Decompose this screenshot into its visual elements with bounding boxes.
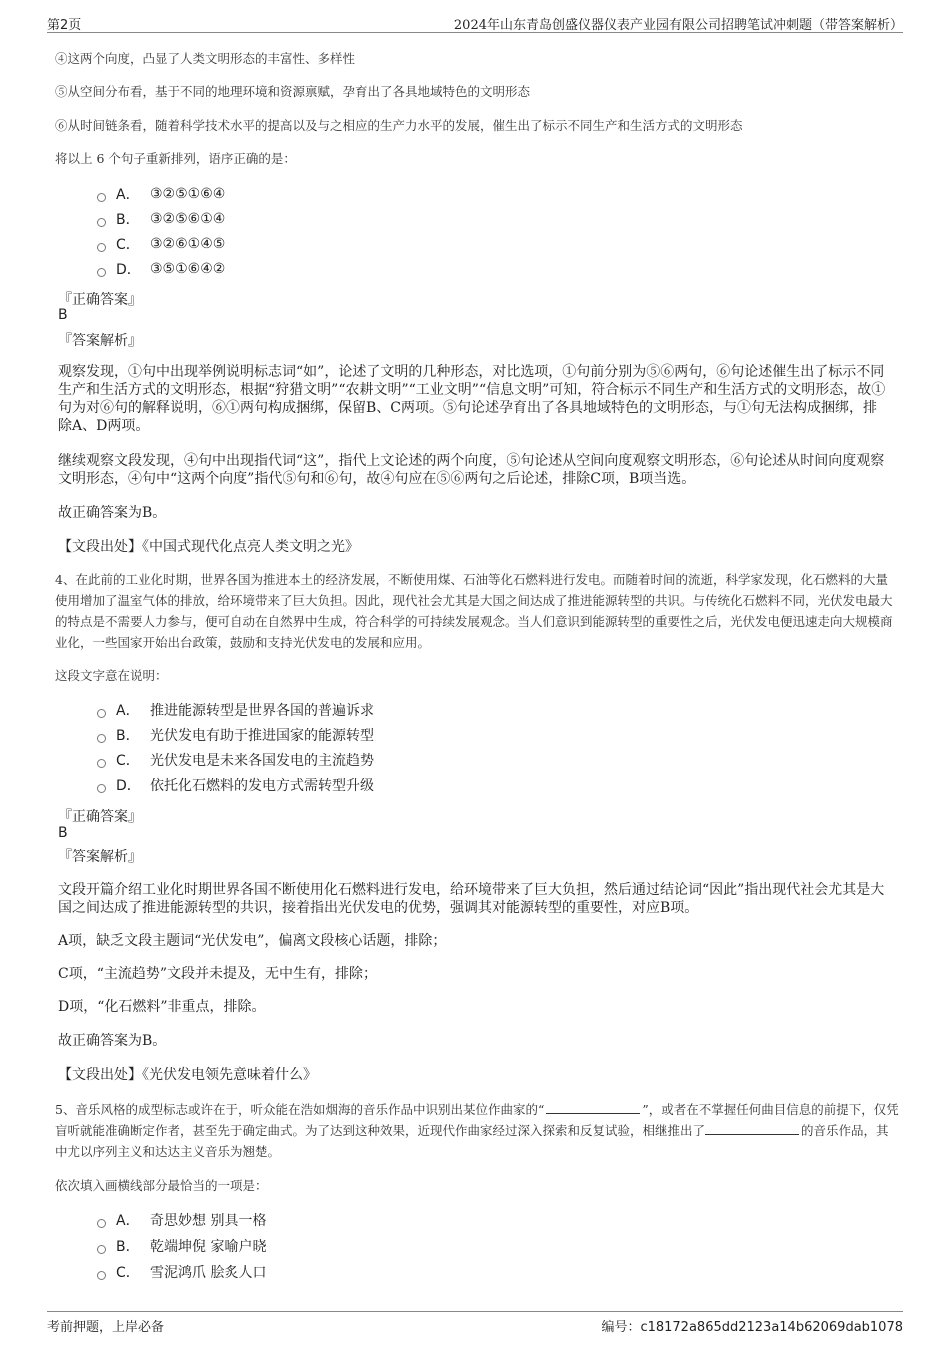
radio-icon[interactable] — [97, 759, 106, 768]
q3-option-c[interactable]: C． ③②⑥①④⑤ — [97, 233, 225, 255]
document-code: 编号：c18172a865dd2123a14b62069dab1078 — [601, 1320, 903, 1335]
q4-option-b[interactable]: B． 光伏发电有助于推进国家的能源转型 — [97, 724, 374, 746]
q3-source: 【文段出处】《中国式现代化点亮人类文明之光》 — [58, 539, 359, 555]
q3-option-a[interactable]: A． ③②⑤①⑥④ — [97, 183, 225, 205]
q3-analysis-2: 继续观察文段发现，④句中出现指代词“这”，指代上文论述的两个向度，⑤句论述从空间向度观察文明形态，⑥句论述从时间向度观察文明形态，④句中“这两个向度”指代⑤句和⑥句，故④句应在⑤⑥两句之后论述，排除C项，B项当选。 — [58, 453, 885, 487]
q3-answer: B — [58, 307, 68, 323]
q3-option-d[interactable]: D． ③⑤①⑥④② — [97, 258, 225, 280]
q4-option-c[interactable]: C． 光伏发电是未来各国发电的主流趋势 — [97, 749, 374, 771]
q3-analysis-3: 故正确答案为B。 — [58, 505, 167, 521]
radio-icon[interactable] — [97, 734, 106, 743]
q4-analysis-label: 『答案解析』 — [58, 849, 142, 865]
q3-analysis-label: 『答案解析』 — [58, 333, 142, 349]
q4-source: 【文段出处】《光伏发电领先意味着什么》 — [58, 1067, 317, 1083]
radio-icon[interactable] — [97, 1271, 106, 1280]
radio-icon[interactable] — [97, 784, 106, 793]
q4-option-d[interactable]: D． 依托化石燃料的发电方式需转型升级 — [97, 774, 374, 796]
q4-stem: 4、在此前的工业化时期，世界各国为推进本土的经济发展，不断使用煤、石油等化石燃料进行发电。而随着时间的流逝，科学家发现，化石燃料的大量使用增加了温室气体的排放，给环境带来了巨大负担。因此，现代社会尤其是大国之间达成了推进能源转型的共识。与传统化石燃料不同，光伏发电最大的特点是不需要人力参与，便可自动在自然界中生成，符合科学的可持续发展观念。当人们意识到能源转型的重要性之后，光伏发电便迅速走向大规模商业化，一些国家开始出台政策，鼓励和支持光伏发电的发展和应用。 — [55, 572, 893, 650]
radio-icon[interactable] — [97, 1219, 106, 1228]
q5-option-c[interactable]: C． 雪泥鸿爪 脍炙人口 — [97, 1261, 266, 1283]
q3-prompt: 将以上 6 个句子重新排列，语序正确的是： — [55, 151, 296, 166]
radio-icon[interactable] — [97, 218, 106, 227]
q4-option-a[interactable]: A． 推进能源转型是世界各国的普遍诉求 — [97, 699, 374, 721]
page-number: 第2页 — [47, 18, 82, 33]
q4-answer-label: 『正确答案』 — [58, 809, 142, 825]
radio-icon[interactable] — [97, 243, 106, 252]
q4-answer: B — [58, 825, 68, 841]
q5-prompt: 依次填入画横线部分最恰当的一项是： — [55, 1178, 268, 1193]
footer-slogan: 考前押题，上岸必备 — [47, 1320, 165, 1335]
q5-option-b[interactable]: B． 乾端坤倪 家喻户晓 — [97, 1235, 266, 1257]
radio-icon[interactable] — [97, 1245, 106, 1254]
q4-analysis-3: C项，“主流趋势”文段并未提及，无中生有，排除； — [58, 966, 378, 982]
q4-prompt: 这段文字意在说明： — [55, 668, 168, 683]
q3-option-b[interactable]: B． ③②⑤⑥①④ — [97, 208, 225, 230]
q5-option-a[interactable]: A． 奇思妙想 别具一格 — [97, 1209, 266, 1231]
q4-analysis-1: 文段开篇介绍工业化时期世界各国不断使用化石燃料进行发电，给环境带来了巨大负担，然后通过结论词“因此”指出现代社会尤其是大国之间达成了推进能源转型的共识，接着指出光伏发电的优势，强调其对能源转型的重要性，对应B项。 — [58, 882, 885, 916]
radio-icon[interactable] — [97, 268, 106, 277]
page-header — [47, 12, 903, 33]
document-title: 2024年山东青岛创盛仪器仪表产业园有限公司招聘笔试冲刺题（带答案解析） — [453, 18, 903, 33]
fill-blank-1[interactable] — [546, 1102, 640, 1114]
fill-blank-2[interactable] — [705, 1123, 799, 1135]
q3-sentence-5: ⑤从空间分布看，基于不同的地理环境和资源禀赋，孕育出了各具地域特色的文明形态 — [55, 84, 531, 99]
q5-stem: 5、音乐风格的成型标志或许在于，听众能在浩如烟海的音乐作品中识别出某位作曲家的“ ”，或者在不掌握任何曲目信息的前提下，仅凭盲听就能准确断定作者，甚至先于确定曲式。为了达到这种效果，近现代作曲家经过深入探索和反复试验，相继推出了 的音乐作品，其中尤以序列主义和达达主义音乐为翘楚。 — [55, 1102, 899, 1159]
q4-analysis-4: D项，“化石燃料”非重点，排除。 — [58, 999, 266, 1015]
page-footer — [47, 1311, 903, 1336]
radio-icon[interactable] — [97, 193, 106, 202]
q4-analysis-2: A项，缺乏文段主题词“光伏发电”，偏离文段核心话题，排除； — [58, 933, 447, 949]
q3-analysis-1: 观察发现，①句中出现举例说明标志词“如”，论述了文明的几种形态，对比选项，①句前分别为⑤⑥两句，⑥句论述催生出了标示不同生产和生活方式的文明形态，根据“狩猎文明”“农耕文明”“工业文明”“信息文明”可知，符合标示不同生产和生活方式的文明形态，故①句为对⑥句的解释说明，⑥①两句构成捆绑，保留B、C两项。⑤句论述孕育出了各具地域特色的文明形态，与①句无法构成捆绑，排除A、D两项。 — [58, 364, 886, 434]
q3-answer-label: 『正确答案』 — [58, 292, 142, 308]
radio-icon[interactable] — [97, 709, 106, 718]
q3-sentence-6: ⑥从时间链条看，随着科学技术水平的提高以及与之相应的生产力水平的发展，催生出了标示不同生产和生活方式的文明形态 — [55, 118, 743, 133]
q3-sentence-4: ④这两个向度，凸显了人类文明形态的丰富性、多样性 — [55, 51, 356, 66]
q4-analysis-5: 故正确答案为B。 — [58, 1033, 167, 1049]
